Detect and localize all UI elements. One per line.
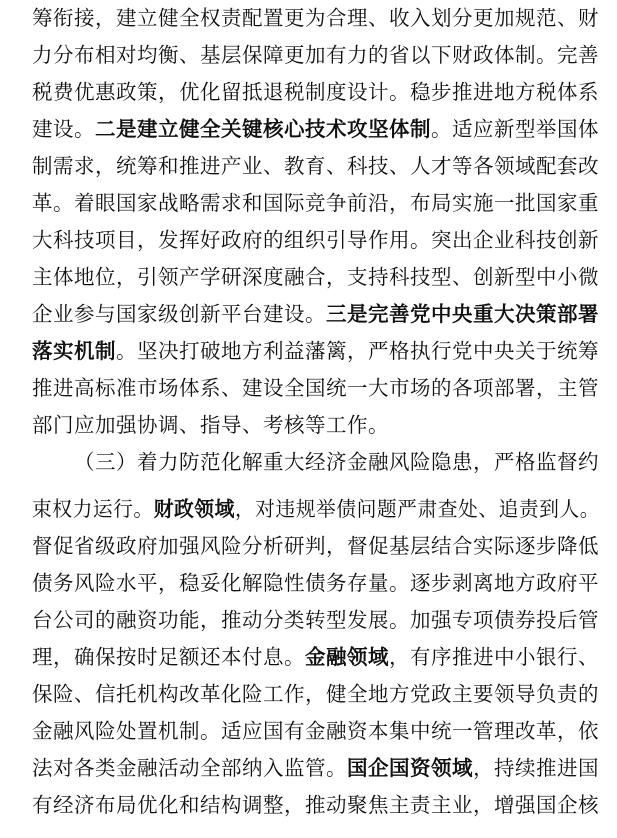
bold-heading: 财政领域	[153, 497, 235, 521]
text-line	[32, 370, 599, 406]
text-span: 。坚决打破地方利益藩篱，严格执行党中央关于统筹	[116, 339, 599, 363]
text-span: 。适应新型举国体	[431, 117, 599, 141]
text-span: ，持续推进国	[473, 756, 599, 780]
text-span: 企业参与国家级创新平台建设。	[32, 302, 326, 326]
text-span: 主体地位，引领产学研深度融合，支持科技型、创新型中小微	[32, 265, 599, 289]
text-line	[32, 0, 599, 36]
text-span: 力分布相对均衡、基层保障更加有力的省以下财政体制。完善	[32, 43, 599, 67]
text-span: 部门应加强协调、指导、考核等工作。	[32, 413, 389, 437]
text-span: 税费优惠政策，优化留抵退税制度设计。稳步推进地方税体系	[32, 80, 599, 104]
text-line	[32, 639, 599, 675]
text-line	[74, 444, 599, 480]
text-span: 大科技项目，发挥好政府的组织引导作用。突出企业科技创新	[32, 228, 599, 252]
text-line	[32, 602, 599, 638]
bold-heading: 金融领域	[305, 645, 389, 669]
text-span: 理，确保按时足额还本付息。	[32, 645, 305, 669]
bold-heading: 二是建立健全关键核心技术攻坚体制	[95, 117, 431, 141]
text-line	[32, 333, 599, 369]
text-line	[32, 491, 600, 527]
text-line	[32, 750, 599, 786]
text-line	[32, 148, 599, 184]
text-line	[32, 185, 599, 221]
text-line	[32, 676, 599, 712]
text-span: 推进高标准市场体系、建设全国统一大市场的各项部署，主管	[32, 376, 599, 400]
text-line	[32, 259, 599, 295]
text-line	[32, 74, 599, 110]
text-line	[32, 407, 389, 443]
bold-heading: 国企国资领域	[347, 756, 473, 780]
text-span: 束权力运行。	[32, 497, 154, 521]
text-span: 筹衔接，建立健全权责配置更为合理、收入划分更加规范、财	[32, 6, 599, 30]
text-span: 保险、信托机构改革化险工作，健全地方党政主要领导负责的	[32, 682, 599, 706]
text-line	[32, 296, 599, 332]
text-span: 法对各类金融活动全部纳入监管。	[32, 756, 347, 780]
text-span: （三）着力防范化解重大经济金融风险隐患，严格监督约	[74, 450, 599, 474]
text-line	[32, 111, 599, 147]
text-span: 金融风险处置机制。适应国有金融资本集中统一管理改革，依	[32, 719, 599, 743]
text-line	[32, 565, 599, 601]
text-line	[32, 528, 599, 564]
text-span: 建设。	[32, 117, 95, 141]
text-span: ，有序推进中小银行、	[389, 645, 599, 669]
text-line	[32, 37, 599, 73]
bold-heading: 三是完善党中央重大决策部署	[326, 302, 599, 326]
text-span: ，对违规举债问题严肃查处、追责到人。	[234, 497, 601, 521]
text-span: 有经济布局优化和结构调整，推动聚焦主责主业，增强国企核	[32, 793, 599, 817]
text-span: 督促省级政府加强风险分析研判，督促基层结合实际逐步降低	[32, 534, 599, 558]
text-line	[32, 222, 599, 258]
text-line	[32, 713, 599, 749]
text-span: 制需求，统筹和推进产业、教育、科技、人才等各领域配套改	[32, 154, 599, 178]
text-line	[32, 787, 599, 823]
bold-heading: 落实机制	[32, 339, 116, 363]
text-span: 债务风险水平，稳妥化解隐性债务存量。逐步剥离地方政府平	[32, 571, 599, 595]
text-span: 革。着眼国家战略需求和国际竞争前沿，布局实施一批国家重	[32, 191, 599, 215]
text-span: 台公司的融资功能，推动分类转型发展。加强专项债券投后管	[32, 608, 599, 632]
